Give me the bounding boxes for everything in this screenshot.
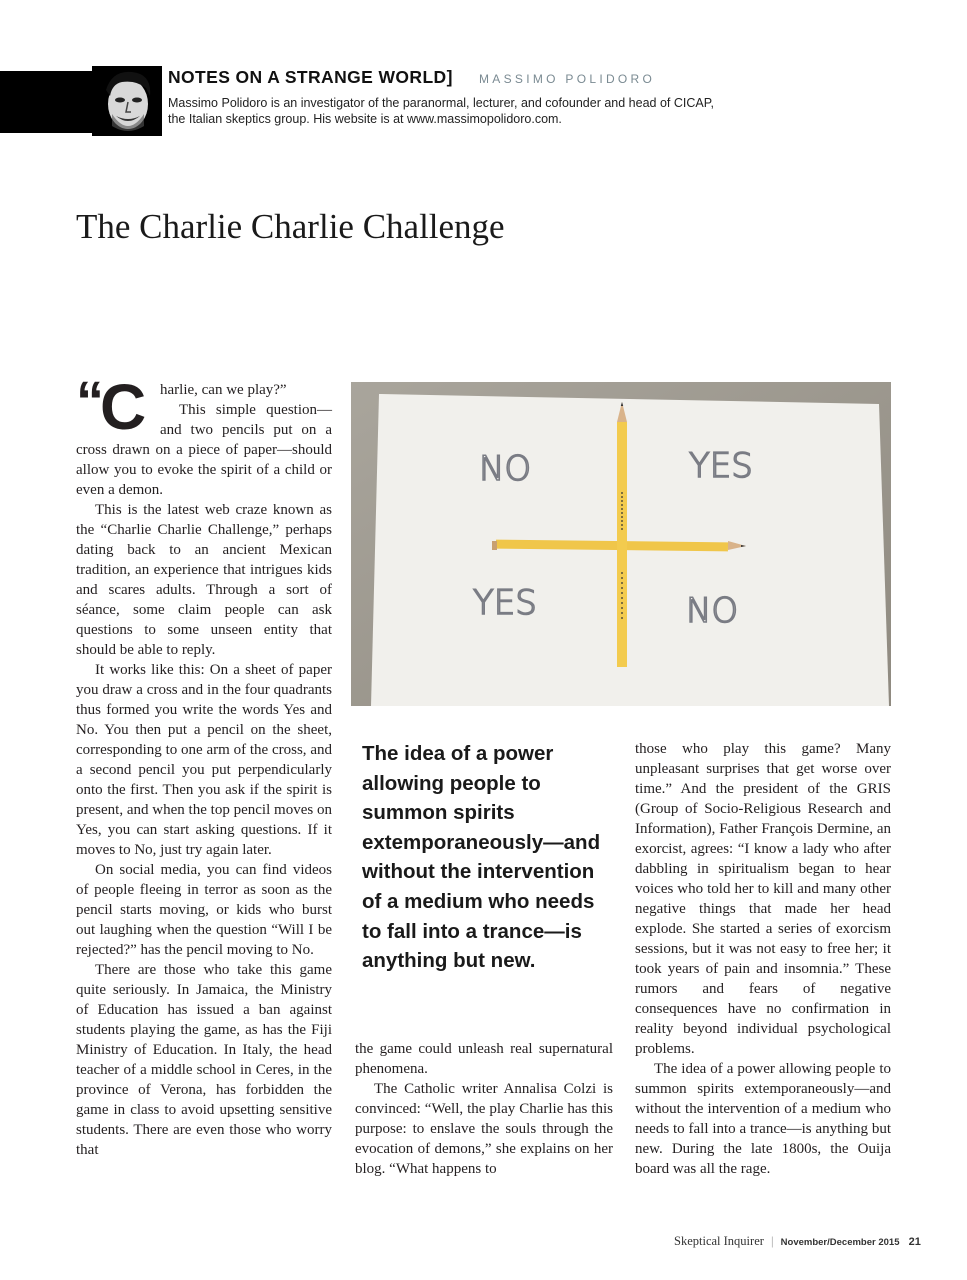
article-title: The Charlie Charlie Challenge — [76, 207, 505, 246]
text-column-2 — [355, 1039, 613, 1179]
paragraph: On social media, you can find videos of people fleeing in terror as soon as the pencil starts moving, or kids who burst out laughing when the question “Will I be rejected?” has the pencil moving to No. — [76, 862, 332, 958]
label-bottom-left: YES — [473, 583, 537, 623]
paragraph: The idea of a power allowing people to summon spirits extemporaneously—and without the intervention of a medium who needs to fall into a trance—is anything but new. During the late 1800s, the Ouija board was all the rage. — [635, 1061, 891, 1177]
author-bio: Massimo Polidoro is an investigator of the paranormal, lecturer, and cofounder and head of CICAP, the Italian skeptics group. His website is at www.massimopolidoro.com. — [168, 96, 714, 126]
pull-quote: The idea of a power allowing people to summon spirits extemporaneously—and without the intervention of a medium who needs to fall into a trance—is anything but new. — [362, 742, 601, 973]
column-title: NOTES ON A STRANGE WORLD] — [168, 67, 453, 87]
label-top-right: YES — [689, 446, 753, 486]
author-portrait — [92, 66, 162, 136]
footer-separator: | — [771, 1234, 774, 1248]
text-column-3 — [635, 739, 891, 1179]
text-column-1 — [76, 369, 332, 1160]
drop-cap: C — [100, 371, 147, 443]
paragraph: This is the latest web craze known as the “Charlie Charlie Challenge,” perhaps dating back to an ancient Mexican tradition, an experience that intrigues kids and scares adults. Through a sort of séance, some claim people can ask questions to some unseen entity that should be able to reply. — [76, 502, 332, 658]
paragraph: the game could unleash real supernatural phenomena. — [355, 1041, 613, 1077]
label-bottom-right: NO — [686, 591, 739, 631]
paragraph: It works like this: On a sheet of paper you draw a cross and in the four quadrants thus formed you write the words Yes and No. You then put a pencil on the sheet, corresponding to one arm of the cross, and a second pencil you put perpendicularly onto the first. Then you ask if the spirit is present, and when the top pencil moves on Yes, you can start asking questions. If it moves to No, just try again later. — [76, 662, 332, 858]
paragraph: harlie, can we play?” — [160, 382, 287, 398]
magazine-name: Skeptical Inquirer — [674, 1234, 764, 1248]
issue-date: November/December 2015 — [780, 1237, 900, 1248]
paragraph: The Catholic writer Annalisa Colzi is convinced: “Well, the play Charlie has this purpose: to enslave the souls through the evocation of demons,” she explains on her blog. “What happens to — [355, 1081, 613, 1177]
label-top-left: NO — [479, 449, 532, 489]
page-footer — [674, 1234, 921, 1249]
paragraph: those who play this game? Many unpleasant surprises that get worse over time.” And the president of the GRIS (Group of Socio-Religious Research and Information), Father François Dermine, an exorcist, agrees: “I know a lady who after dabbling in spiritualism began to hear voices who told her to kill and many other negative things that made her head explode. She started a series of exorcism sessions, but it was not easy to free her; it took years of pain and insomnia.” These rumors and fears of negative consequences have no confirmation in reality beyond individual psychological problems. — [635, 741, 891, 1057]
paragraph: This simple question—and two pencils put on a cross drawn on a piece of paper—should allow you to evoke the spirit of a child or even a demon. — [76, 402, 332, 498]
drop-cap-group — [76, 369, 156, 443]
column-author: MASSIMO POLIDORO — [479, 72, 656, 86]
pencils-cross-photo — [351, 382, 891, 706]
paragraph: There are those who take this game quite seriously. In Jamaica, the Ministry of Education has issued a ban against students playing the game, as has the Fiji Ministry of Education. In Italy, the head teacher of a middle school in Ceres, in the province of Verona, has forbidden the game in class to avoid upsetting sensitive students. There are even those who worry that — [76, 962, 332, 1158]
opening-quote-mark: “ — [76, 369, 104, 432]
vertical-pencil — [617, 402, 627, 667]
page-number: 21 — [908, 1236, 921, 1248]
